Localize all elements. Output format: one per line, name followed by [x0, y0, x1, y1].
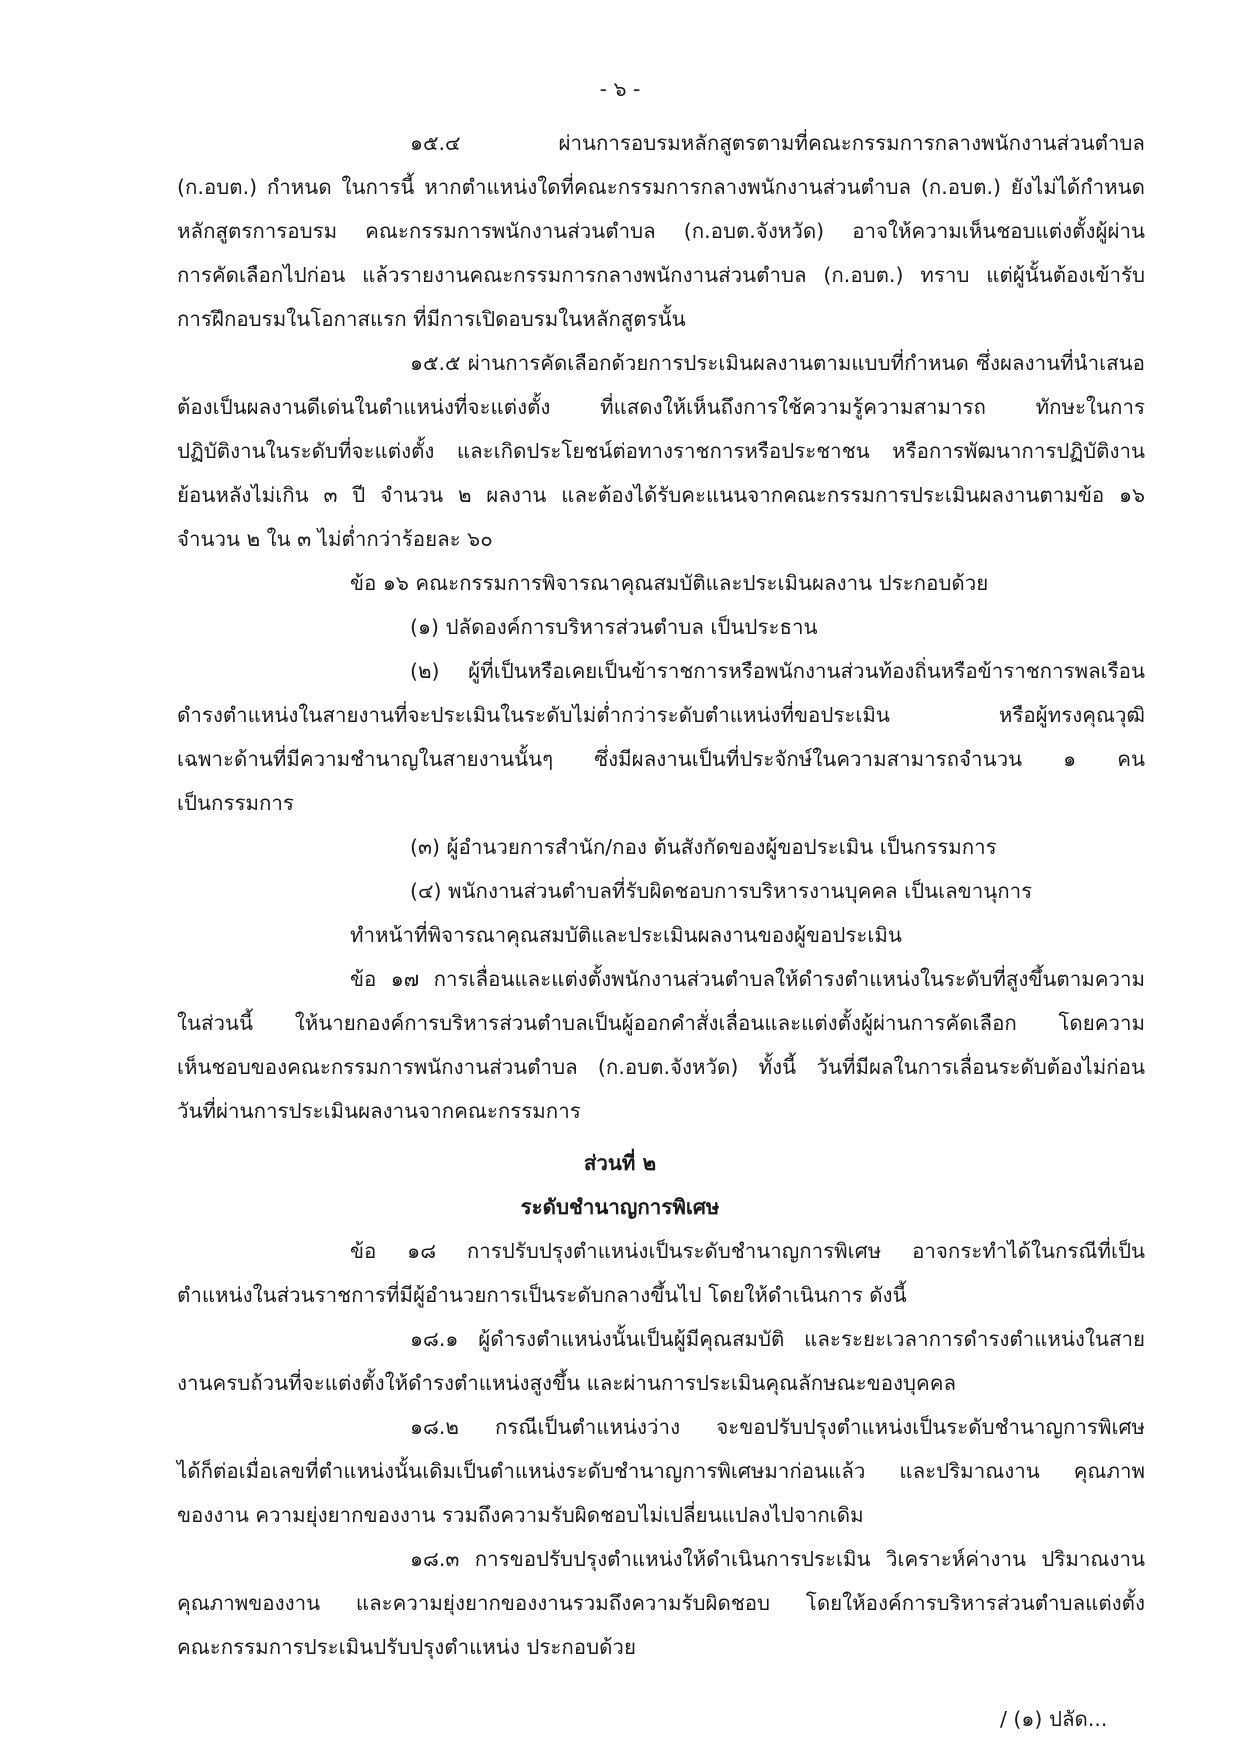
paragraph-line: ๑๕.๕ ผ่านการคัดเลือกด้วยการประเมินผลงานตามแบบที่กำหนด ซึ่งผลงานที่นำเสนอ: [410, 351, 1145, 375]
paragraph-line: คณะกรรมการประเมินปรับปรุงตำแหน่ง ประกอบด้วย: [177, 1635, 636, 1659]
paragraph-line: เป็นกรรมการ: [177, 791, 294, 815]
paragraph-line: จำนวน ๒ ใน ๓ ไม่ต่ำกว่าร้อยละ ๖๐: [177, 527, 493, 551]
clause-heading: ข้อ ๑๗ การเลื่อนและแต่งตั้งพนักงานส่วนตำบลให้ดำรงตำแหน่งในระดับที่สูงขึ้นตามความ: [350, 967, 1145, 991]
clause-heading: ข้อ ๑๖ คณะกรรมการพิจารณาคุณสมบัติและประเมินผลงาน ประกอบด้วย: [350, 571, 989, 595]
paragraph-line: วันที่ผ่านการประเมินผลงานจากคณะกรรมการ: [177, 1099, 581, 1123]
list-item: ๑๘.๑ ผู้ดำรงตำแหน่งนั้นเป็นผู้มีคุณสมบัติ และระยะเวลาการดำรงตำแหน่งในสาย: [410, 1327, 1145, 1351]
section-title: ส่วนที่ ๒: [583, 1151, 657, 1175]
paragraph-line: ปฏิบัติงานในระดับที่จะแต่งตั้ง และเกิดประโยชน์ต่อทางราชการหรือประชาชน หรือการพัฒนาการปฏิบัติงาน: [177, 439, 1145, 463]
paragraph-line: ย้อนหลังไม่เกิน ๓ ปี จำนวน ๒ ผลงาน และต้องได้รับคะแนนจากคณะกรรมการประเมินผลงานตามข้อ ๑๖: [177, 483, 1145, 507]
paragraph-line: ๑๕.๔ ผ่านการอบรมหลักสูตรตามที่คณะกรรมการกลางพนักงานส่วนตำบล: [410, 131, 1145, 155]
paragraph-line: ได้ก็ต่อเมื่อเลขที่ตำแหน่งนั้นเดิมเป็นตำแหน่งระดับชำนาญการพิเศษมาก่อนแล้ว และปริมาณงาน คุณภาพ: [177, 1459, 1145, 1483]
paragraph-line: หลักสูตรการอบรม คณะกรรมการพนักงานส่วนตำบล (ก.อบต.จังหวัด) อาจให้ความเห็นชอบแต่งตั้งผู้ผ่าน: [177, 219, 1145, 243]
page-number: - ๖ -: [599, 77, 641, 101]
paragraph-line: ทำหน้าที่พิจารณาคุณสมบัติและประเมินผลงานของผู้ขอประเมิน: [350, 923, 902, 947]
list-item: (๒) ผู้ที่เป็นหรือเคยเป็นข้าราชการหรือพนักงานส่วนท้องถิ่นหรือข้าราชการพลเรือน: [410, 659, 1145, 683]
section-subtitle: ระดับชำนาญการพิเศษ: [520, 1195, 720, 1219]
paragraph-line: ดำรงตำแหน่งในสายงานที่จะประเมินในระดับไม่ต่ำกว่าระดับตำแหน่งที่ขอประเมิน หรือผู้ทรงคุณวุฒิ: [177, 703, 1145, 727]
list-item: ๑๘.๒ กรณีเป็นตำแหน่งว่าง จะขอปรับปรุงตำแหน่งเป็นระดับชำนาญการพิเศษ: [410, 1415, 1145, 1439]
paragraph-line: การคัดเลือกไปก่อน แล้วรายงานคณะกรรมการกลางพนักงานส่วนตำบล (ก.อบต.) ทราบ แต่ผู้นั้นต้องเข้ารับ: [177, 263, 1145, 287]
paragraph-line: งานครบถ้วนที่จะแต่งตั้งให้ดำรงตำแหน่งสูงขึ้น และผ่านการประเมินคุณลักษณะของบุคคล: [177, 1371, 957, 1395]
paragraph-line: (ก.อบต.) กำหนด ในการนี้ หากตำแหน่งใดที่คณะกรรมการกลางพนักงานส่วนตำบล (ก.อบต.) ยังไม่ได้กำหนด: [177, 175, 1145, 199]
paragraph-line: การฝึกอบรมในโอกาสแรก ที่มีการเปิดอบรมในหลักสูตรนั้น: [177, 307, 686, 331]
continuation-note: / (๑) ปลัด...: [1000, 1707, 1108, 1731]
list-item: (๔) พนักงานส่วนตำบลที่รับผิดชอบการบริหารงานบุคคล เป็นเลขานุการ: [410, 879, 1033, 903]
paragraph-line: เฉพาะด้านที่มีความชำนาญในสายงานนั้นๆ ซึ่งมีผลงานเป็นที่ประจักษ์ในความสามารถจำนวน ๑ คน: [177, 747, 1145, 771]
paragraph-line: เห็นชอบของคณะกรรมการพนักงานส่วนตำบล (ก.อบต.จังหวัด) ทั้งนี้ วันที่มีผลในการเลื่อนระดับต้องไม่ก่อน: [177, 1055, 1145, 1079]
paragraph-line: คุณภาพของงาน และความยุ่งยากของงานรวมถึงความรับผิดชอบ โดยให้องค์การบริหารส่วนตำบลแต่งตั้ง: [177, 1591, 1145, 1615]
list-item: (๓) ผู้อำนวยการสำนัก/กอง ต้นสังกัดของผู้ขอประเมิน เป็นกรรมการ: [410, 835, 997, 859]
paragraph-line: ตำแหน่งในส่วนราชการที่มีผู้อำนวยการเป็นระดับกลางขึ้นไป โดยให้ดำเนินการ ดังนี้: [177, 1283, 907, 1307]
list-item: (๑) ปลัดองค์การบริหารส่วนตำบล เป็นประธาน: [410, 615, 818, 639]
paragraph-line: ในส่วนนี้ ให้นายกองค์การบริหารส่วนตำบลเป็นผู้ออกคำสั่งเลื่อนและแต่งตั้งผู้ผ่านการคัดเลือก โดยความ: [177, 1011, 1145, 1035]
paragraph-line: ต้องเป็นผลงานดีเด่นในตำแหน่งที่จะแต่งตั้ง ที่แสดงให้เห็นถึงการใช้ความรู้ความสามารถ ทักษะในการ: [177, 395, 1145, 419]
clause-heading: ข้อ ๑๘ การปรับปรุงตำแหน่งเป็นระดับชำนาญการพิเศษ อาจกระทำได้ในกรณีที่เป็น: [350, 1239, 1145, 1263]
paragraph-line: ของงาน ความยุ่งยากของงาน รวมถึงความรับผิดชอบไม่เปลี่ยนแปลงไปจากเดิม: [177, 1503, 864, 1527]
list-item: ๑๘.๓ การขอปรับปรุงตำแหน่งให้ดำเนินการประเมิน วิเคราะห์ค่างาน ปริมาณงาน: [410, 1547, 1145, 1571]
